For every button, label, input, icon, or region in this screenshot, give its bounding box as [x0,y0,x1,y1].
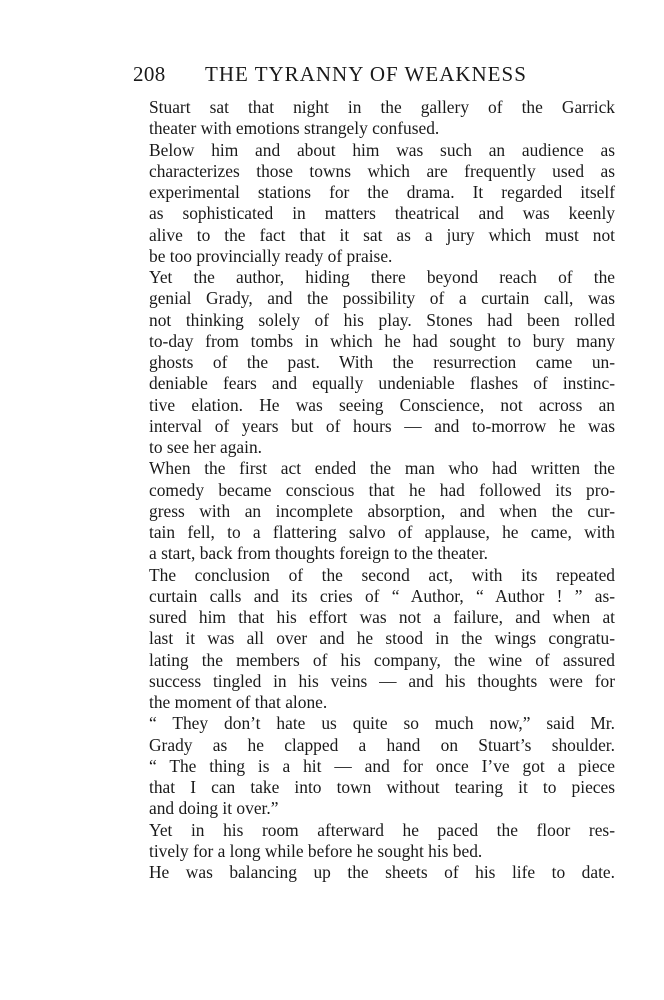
text-line: sured him that his effort was not a failure, and when at [149,607,615,627]
text-line: Yet in his room afterward he paced the floor res- [149,819,615,840]
text-line: He was balancing up the sheets of his life to date. [149,862,615,882]
running-title: THE TYRANNY OF WEAKNESS [205,62,527,86]
text-line: comedy became conscious that he had followed its pro- [149,479,615,500]
text-line: theater with emotions strangely confused. [149,118,440,139]
paragraph [133,140,615,268]
text-line: When the first act ended the man who had written the [149,458,615,479]
text-line: “ They don’t hate us quite so much now,” said Mr. [149,713,615,734]
text-line: that I can take into town without tearing it to pieces [149,777,615,797]
text-line: Yet the author, hiding there beyond reach of the [149,267,615,287]
text-line: last it was all over and he stood in the wings congratu- [149,628,615,649]
text-line: genial Grady, and the possibility of a curtain call, was [149,288,615,309]
paragraph [133,97,615,140]
text-line: ghosts of the past. With the resurrection came un- [149,352,615,372]
text-line: interval of years but of hours — and to-morrow he was [149,415,615,436]
text-line: to see her again. [149,437,262,457]
text-line: the moment of that alone. [149,692,328,712]
paragraph [133,862,615,883]
text-line: Stuart sat that night in the gallery of the Garrick [149,97,615,117]
page-number: 208 [133,62,166,86]
text-line: and doing it over.” [149,798,279,819]
text-line: deniable fears and equally undeniable flashes of instinc- [149,373,615,394]
paragraph [133,565,615,714]
text-line: tive elation. He was seeing Conscience, not across an [149,394,615,415]
paragraph [133,458,615,564]
text-line: Grady as he clapped a hand on Stuart’s shoulder. [149,734,615,755]
book-page [133,62,615,883]
text-line: “ The thing is a hit — and for once I’ve got a piece [149,755,615,776]
text-line: as sophisticated in matters theatrical and was keenly [149,203,615,224]
text-line: be too provincially ready of praise. [149,245,393,266]
running-head [133,62,615,87]
text-line: alive to the fact that it sat as a jury which must not [149,224,615,245]
text-line: lating the members of his company, the wine of assured [149,649,615,670]
text-line: to-day from tombs in which he had sought to bury many [149,330,615,351]
text-line: not thinking solely of his play. Stones had been rolled [149,309,615,330]
text-line: Below him and about him was such an audience as [149,139,615,160]
text-line: experimental stations for the drama. It regarded itself [149,182,615,202]
body-text [133,97,615,883]
text-line: curtain calls and its cries of “ Author, “ Author ! ” as- [149,585,615,606]
paragraph [133,267,615,458]
paragraph [133,820,615,863]
text-line: characterizes those towns which are frequently used as [149,160,615,181]
paragraph [133,713,615,819]
text-line: gress with an incomplete absorption, and when the cur- [149,500,615,521]
text-line: tain fell, to a flattering salvo of applause, he came, with [149,522,615,542]
text-line: The conclusion of the second act, with its repeated [149,564,615,585]
text-line: a start, back from thoughts foreign to the theater. [149,543,489,564]
text-line: success tingled in his veins — and his thoughts were for [149,670,615,691]
text-line: tively for a long while before he sought his bed. [149,840,483,861]
